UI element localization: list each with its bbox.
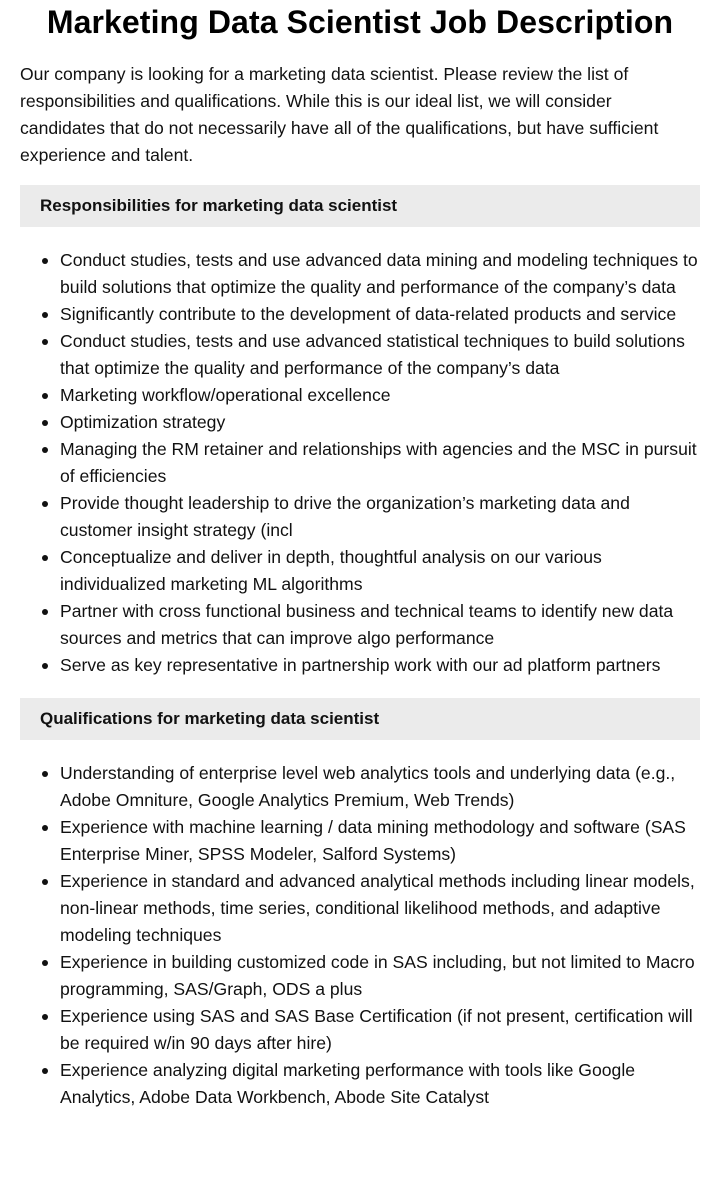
- qualification-item: Experience using SAS and SAS Base Certification (if not present, certification will be required w/in 90 days after hire): [60, 1003, 700, 1057]
- qualification-item: Experience in building customized code in SAS including, but not limited to Macro programming, SAS/Graph, ODS a plus: [60, 949, 700, 1003]
- responsibility-item: Managing the RM retainer and relationships with agencies and the MSC in pursuit of efficiencies: [60, 436, 700, 490]
- qualification-item: Experience analyzing digital marketing performance with tools like Google Analytics, Adobe Data Workbench, Abode Site Catalyst: [60, 1057, 700, 1111]
- qualifications-heading: Qualifications for marketing data scientist: [20, 698, 700, 740]
- qualifications-list: [20, 760, 700, 1111]
- responsibility-item: Conceptualize and deliver in depth, thoughtful analysis on our various individualized marketing ML algorithms: [60, 544, 700, 598]
- responsibility-item: Provide thought leadership to drive the organization’s marketing data and customer insight strategy (incl: [60, 490, 700, 544]
- responsibility-item: Conduct studies, tests and use advanced data mining and modeling techniques to build solutions that optimize the quality and performance of the company’s data: [60, 247, 700, 301]
- page-title: Marketing Data Scientist Job Description: [46, 4, 674, 40]
- responsibility-item: Significantly contribute to the development of data-related products and service: [60, 301, 700, 328]
- qualification-item: Understanding of enterprise level web analytics tools and underlying data (e.g., Adobe Omniture, Google Analytics Premium, Web Trends): [60, 760, 700, 814]
- responsibility-item: Serve as key representative in partnership work with our ad platform partners: [60, 652, 700, 679]
- responsibilities-heading: Responsibilities for marketing data scientist: [20, 185, 700, 227]
- responsibility-item: Partner with cross functional business and technical teams to identify new data sources and metrics that can improve algo performance: [60, 598, 700, 652]
- responsibility-item: Conduct studies, tests and use advanced statistical techniques to build solutions that optimize the quality and performance of the company’s data: [60, 328, 700, 382]
- responsibilities-list: [20, 247, 700, 679]
- qualification-item: Experience with machine learning / data mining methodology and software (SAS Enterprise Miner, SPSS Modeler, Salford Systems): [60, 814, 700, 868]
- intro-paragraph: Our company is looking for a marketing data scientist. Please review the list of responsibilities and qualifications. While this is our ideal list, we will consider candidates that do not necessarily have all of the qualifications, but have sufficient experience and talent.: [20, 64, 659, 165]
- qualification-item: Experience in standard and advanced analytical methods including linear models, non-linear methods, time series, conditional likelihood methods, and adaptive modeling techniques: [60, 868, 700, 949]
- responsibility-item: Optimization strategy: [60, 409, 700, 436]
- responsibility-item: Marketing workflow/operational excellence: [60, 382, 700, 409]
